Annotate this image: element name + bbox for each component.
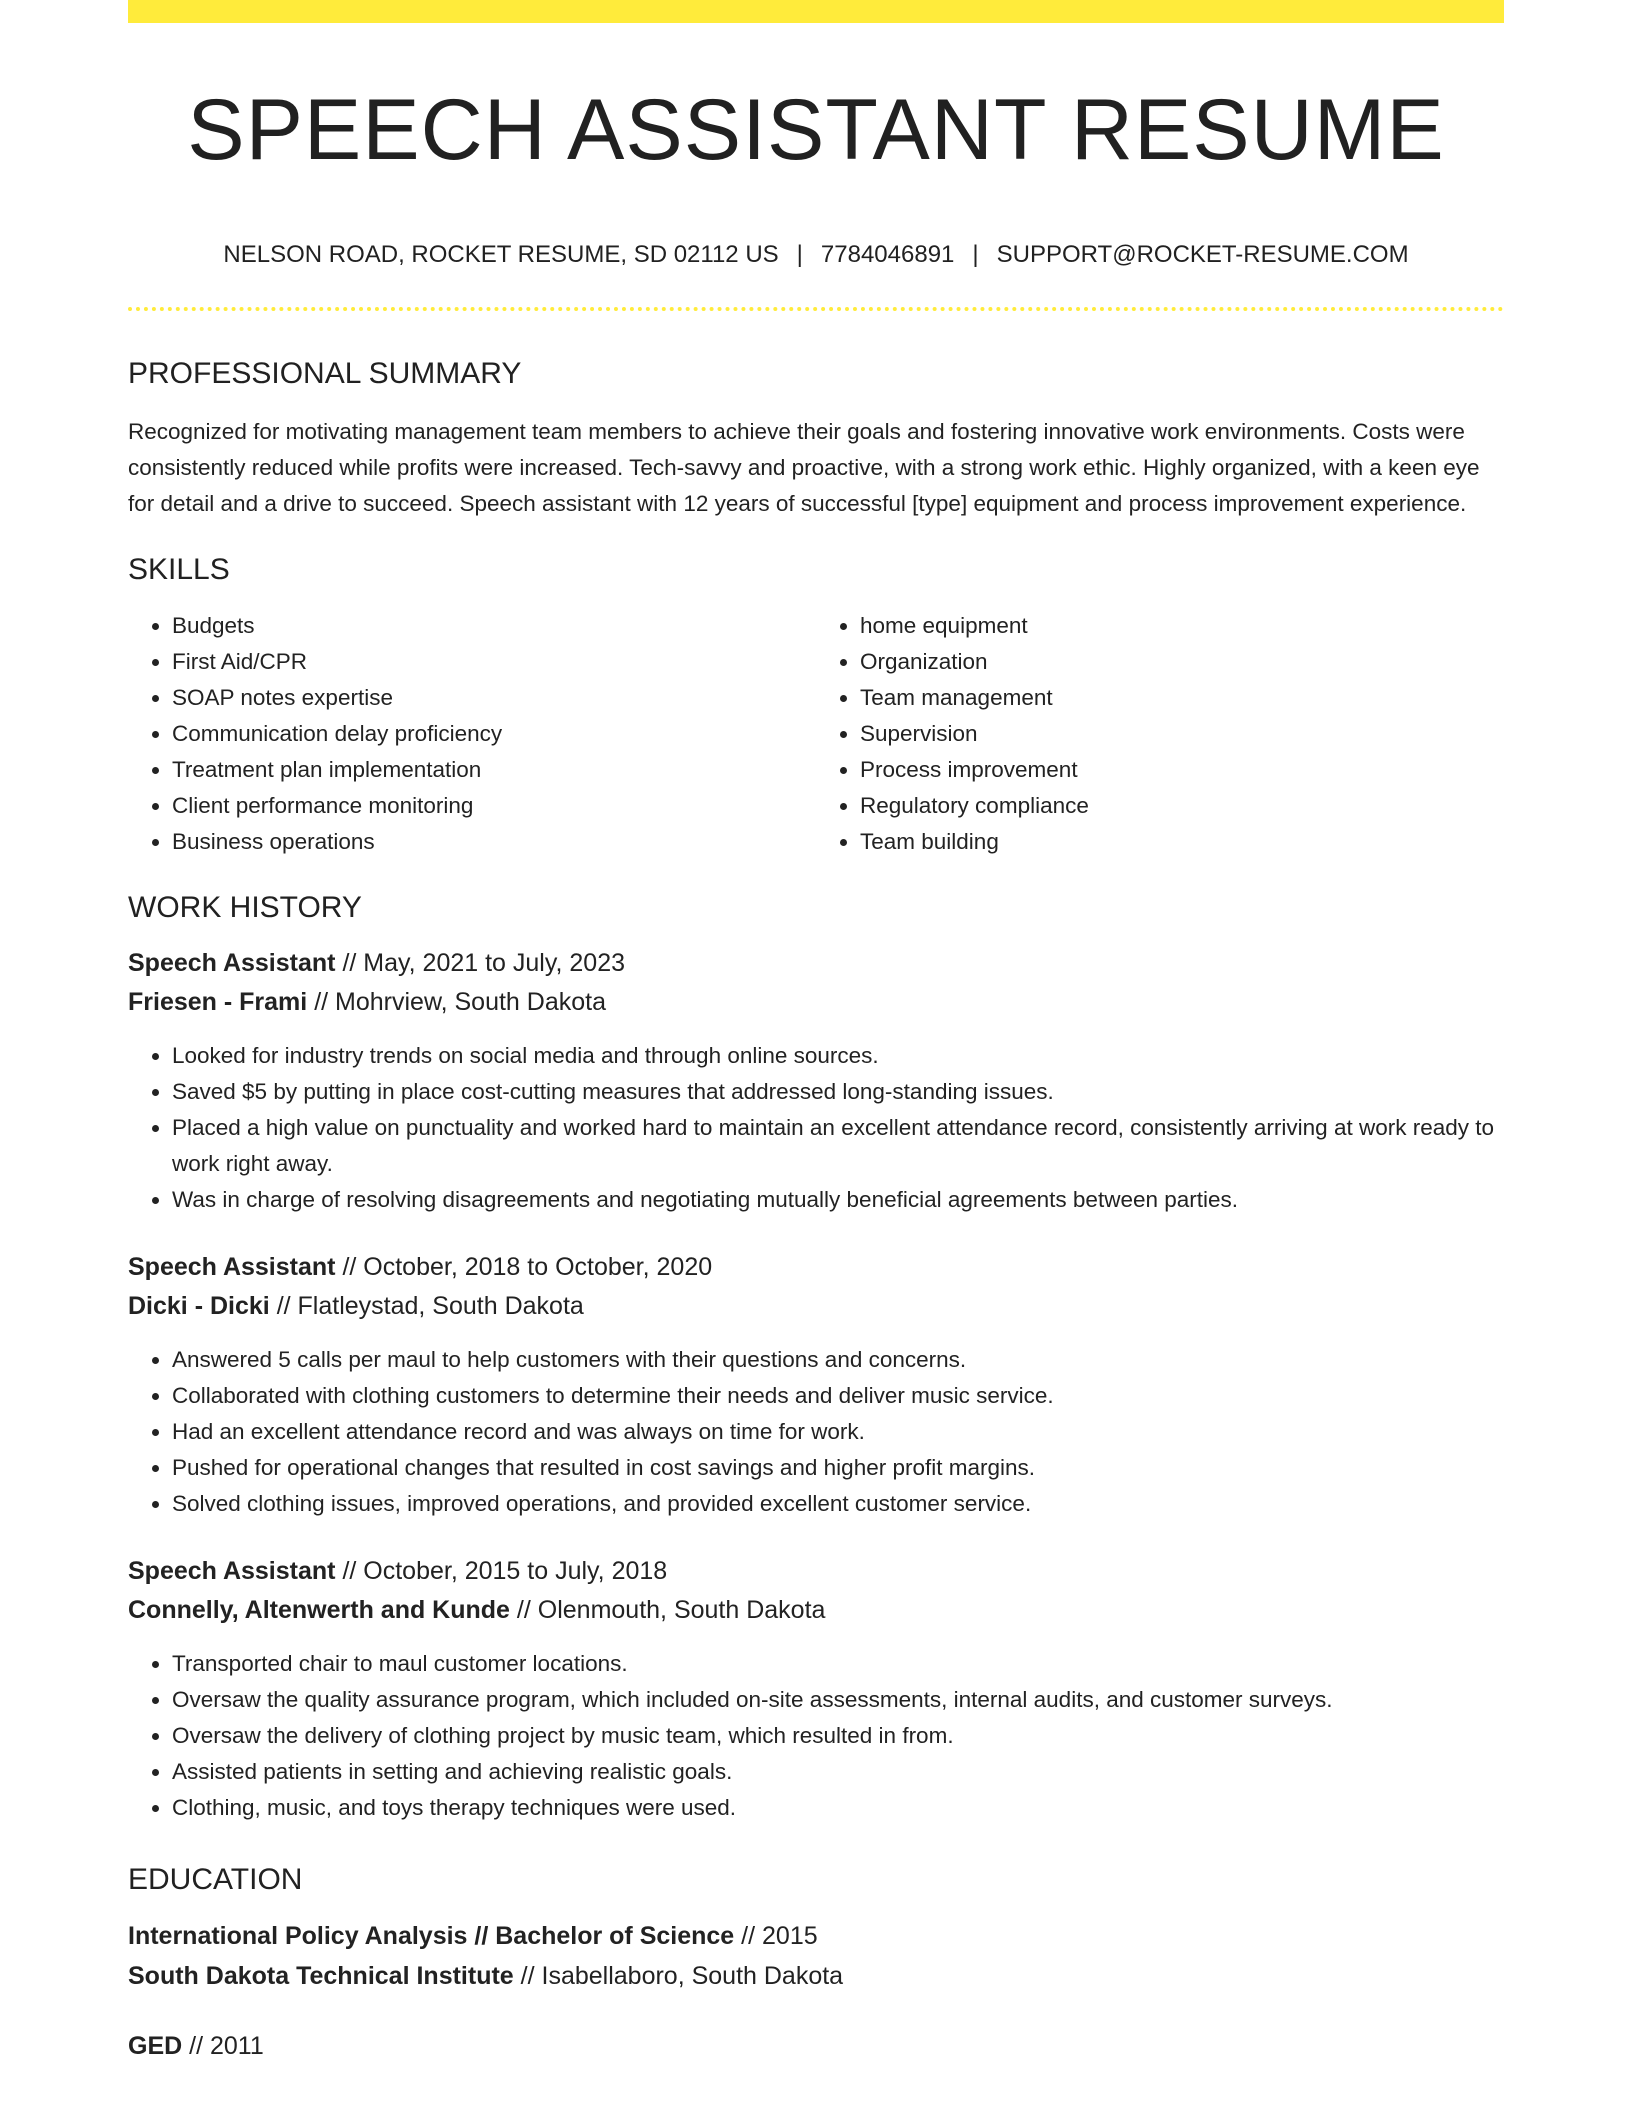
resume-content bbox=[128, 350, 1504, 2066]
skill-item: • Budgets bbox=[172, 608, 816, 644]
skill-item: • Team management bbox=[860, 680, 1504, 716]
job-company-line bbox=[128, 1287, 1504, 1326]
job-company: Friesen - Frami bbox=[128, 988, 308, 1016]
skills-section bbox=[128, 546, 1504, 860]
summary-text: Recognized for motivating management team members to achieve their goals and fostering innovative work environments. Costs were consistently reduced while profits were increased. Tech-savvy and proactive, with a strong work ethic. Highly organized, with a keen eye for detail and a drive to succeed. Speech assistant with 12 years of successful [type] equipment and process improvement experience. bbox=[128, 419, 1480, 516]
contact-address: NELSON ROAD, ROCKET RESUME, SD 02112 US bbox=[223, 241, 779, 268]
job-location: // Flatleystad, South Dakota bbox=[276, 1292, 584, 1320]
top-accent-bar bbox=[128, 0, 1504, 23]
education-school: South Dakota Technical Institute bbox=[128, 1962, 514, 1990]
job-title-line bbox=[128, 1552, 1504, 1591]
job-bullet: • Oversaw the delivery of clothing project by music team, which resulted in from. bbox=[172, 1718, 1504, 1754]
job-bullets bbox=[128, 1038, 1504, 1218]
skill-item: • Organization bbox=[860, 644, 1504, 680]
summary-section bbox=[128, 350, 1504, 522]
skills-heading: SKILLS bbox=[128, 553, 230, 586]
skill-item: • Client performance monitoring bbox=[172, 788, 816, 824]
job-location: // Mohrview, South Dakota bbox=[314, 988, 606, 1016]
education-heading: EDUCATION bbox=[128, 1863, 303, 1896]
resume-title: SPEECH ASSISTANT RESUME bbox=[187, 82, 1445, 178]
education-degree: International Policy Analysis // Bachelor of Science bbox=[128, 1922, 735, 1950]
education-degree-line bbox=[128, 1916, 1504, 1956]
job-bullet: • Assisted patients in setting and achieving realistic goals. bbox=[172, 1754, 1504, 1790]
job-company-line bbox=[128, 983, 1504, 1022]
summary-heading: PROFESSIONAL SUMMARY bbox=[128, 357, 522, 390]
contact-phone: 7784046891 bbox=[820, 241, 955, 268]
education-degree: GED bbox=[128, 2032, 183, 2060]
skill-item: • Supervision bbox=[860, 716, 1504, 752]
job-bullet: • Placed a high value on punctuality and worked hard to maintain an excellent attendance record, consistently arriving at work ready to work right away. bbox=[172, 1110, 1504, 1182]
job-bullet: • Collaborated with clothing customers to determine their needs and deliver music service. bbox=[172, 1378, 1504, 1414]
education-entry bbox=[128, 2026, 1504, 2066]
education-year: // 2015 bbox=[741, 1922, 818, 1950]
education-location: // Isabellaboro, South Dakota bbox=[520, 1962, 844, 1990]
dotted-divider bbox=[128, 307, 1504, 311]
job-company-line bbox=[128, 1591, 1504, 1630]
job-company: Connelly, Altenwerth and Kunde bbox=[128, 1596, 510, 1624]
contact-line bbox=[128, 238, 1504, 272]
job-dates: // October, 2015 to July, 2018 bbox=[342, 1557, 668, 1585]
job-bullets bbox=[128, 1646, 1504, 1826]
job-bullet: • Saved $5 by putting in place cost-cutting measures that addressed long-standing issues. bbox=[172, 1074, 1504, 1110]
job-location: // Olenmouth, South Dakota bbox=[516, 1596, 826, 1624]
work-history-section bbox=[128, 884, 1504, 1826]
skill-item: • Treatment plan implementation bbox=[172, 752, 816, 788]
job-dates: // October, 2018 to October, 2020 bbox=[342, 1253, 713, 1281]
skill-item: • Team building bbox=[860, 824, 1504, 860]
job-bullet: • Solved clothing issues, improved operations, and provided excellent customer service. bbox=[172, 1486, 1504, 1522]
job-bullet: • Answered 5 calls per maul to help customers with their questions and concerns. bbox=[172, 1342, 1504, 1378]
education-school-line bbox=[128, 1956, 1504, 1996]
job-bullet: • Had an excellent attendance record and was always on time for work. bbox=[172, 1414, 1504, 1450]
skills-list-right bbox=[816, 608, 1504, 860]
job-bullet: • Pushed for operational changes that resulted in cost savings and higher profit margins. bbox=[172, 1450, 1504, 1486]
job-bullet: • Clothing, music, and toys therapy techniques were used. bbox=[172, 1790, 1504, 1826]
job-title-line bbox=[128, 944, 1504, 983]
job-bullet: • Looked for industry trends on social media and through online sources. bbox=[172, 1038, 1504, 1074]
job-entry bbox=[128, 944, 1504, 1218]
job-company: Dicki - Dicki bbox=[128, 1292, 270, 1320]
education-year: // 2011 bbox=[189, 2032, 264, 2060]
skill-item: • home equipment bbox=[860, 608, 1504, 644]
skill-item: • Process improvement bbox=[860, 752, 1504, 788]
job-bullet: • Transported chair to maul customer locations. bbox=[172, 1646, 1504, 1682]
job-title-line bbox=[128, 1248, 1504, 1287]
education-section bbox=[128, 1856, 1504, 2066]
job-bullet: • Oversaw the quality assurance program, which included on-site assessments, internal audits, and customer surveys. bbox=[172, 1682, 1504, 1718]
skill-item: • First Aid/CPR bbox=[172, 644, 816, 680]
job-title: Speech Assistant bbox=[128, 1253, 336, 1281]
skill-item: • SOAP notes expertise bbox=[172, 680, 816, 716]
contact-email: SUPPORT@ROCKET-RESUME.COM bbox=[996, 241, 1409, 268]
education-degree-line bbox=[128, 2026, 1504, 2066]
skill-item: • Business operations bbox=[172, 824, 816, 860]
skill-item: • Regulatory compliance bbox=[860, 788, 1504, 824]
skill-item: • Communication delay proficiency bbox=[172, 716, 816, 752]
job-entry bbox=[128, 1248, 1504, 1522]
contact-separator: | bbox=[972, 241, 979, 268]
skills-list-left bbox=[128, 608, 816, 860]
job-bullet: • Was in charge of resolving disagreements and negotiating mutually beneficial agreements between parties. bbox=[172, 1182, 1504, 1218]
skills-columns bbox=[128, 608, 1504, 860]
job-title: Speech Assistant bbox=[128, 949, 336, 977]
job-entry bbox=[128, 1552, 1504, 1826]
contact-separator: | bbox=[796, 241, 803, 268]
job-title: Speech Assistant bbox=[128, 1557, 336, 1585]
education-entry bbox=[128, 1916, 1504, 1996]
job-dates: // May, 2021 to July, 2023 bbox=[342, 949, 626, 977]
work-history-heading: WORK HISTORY bbox=[128, 891, 362, 924]
job-bullets bbox=[128, 1342, 1504, 1522]
